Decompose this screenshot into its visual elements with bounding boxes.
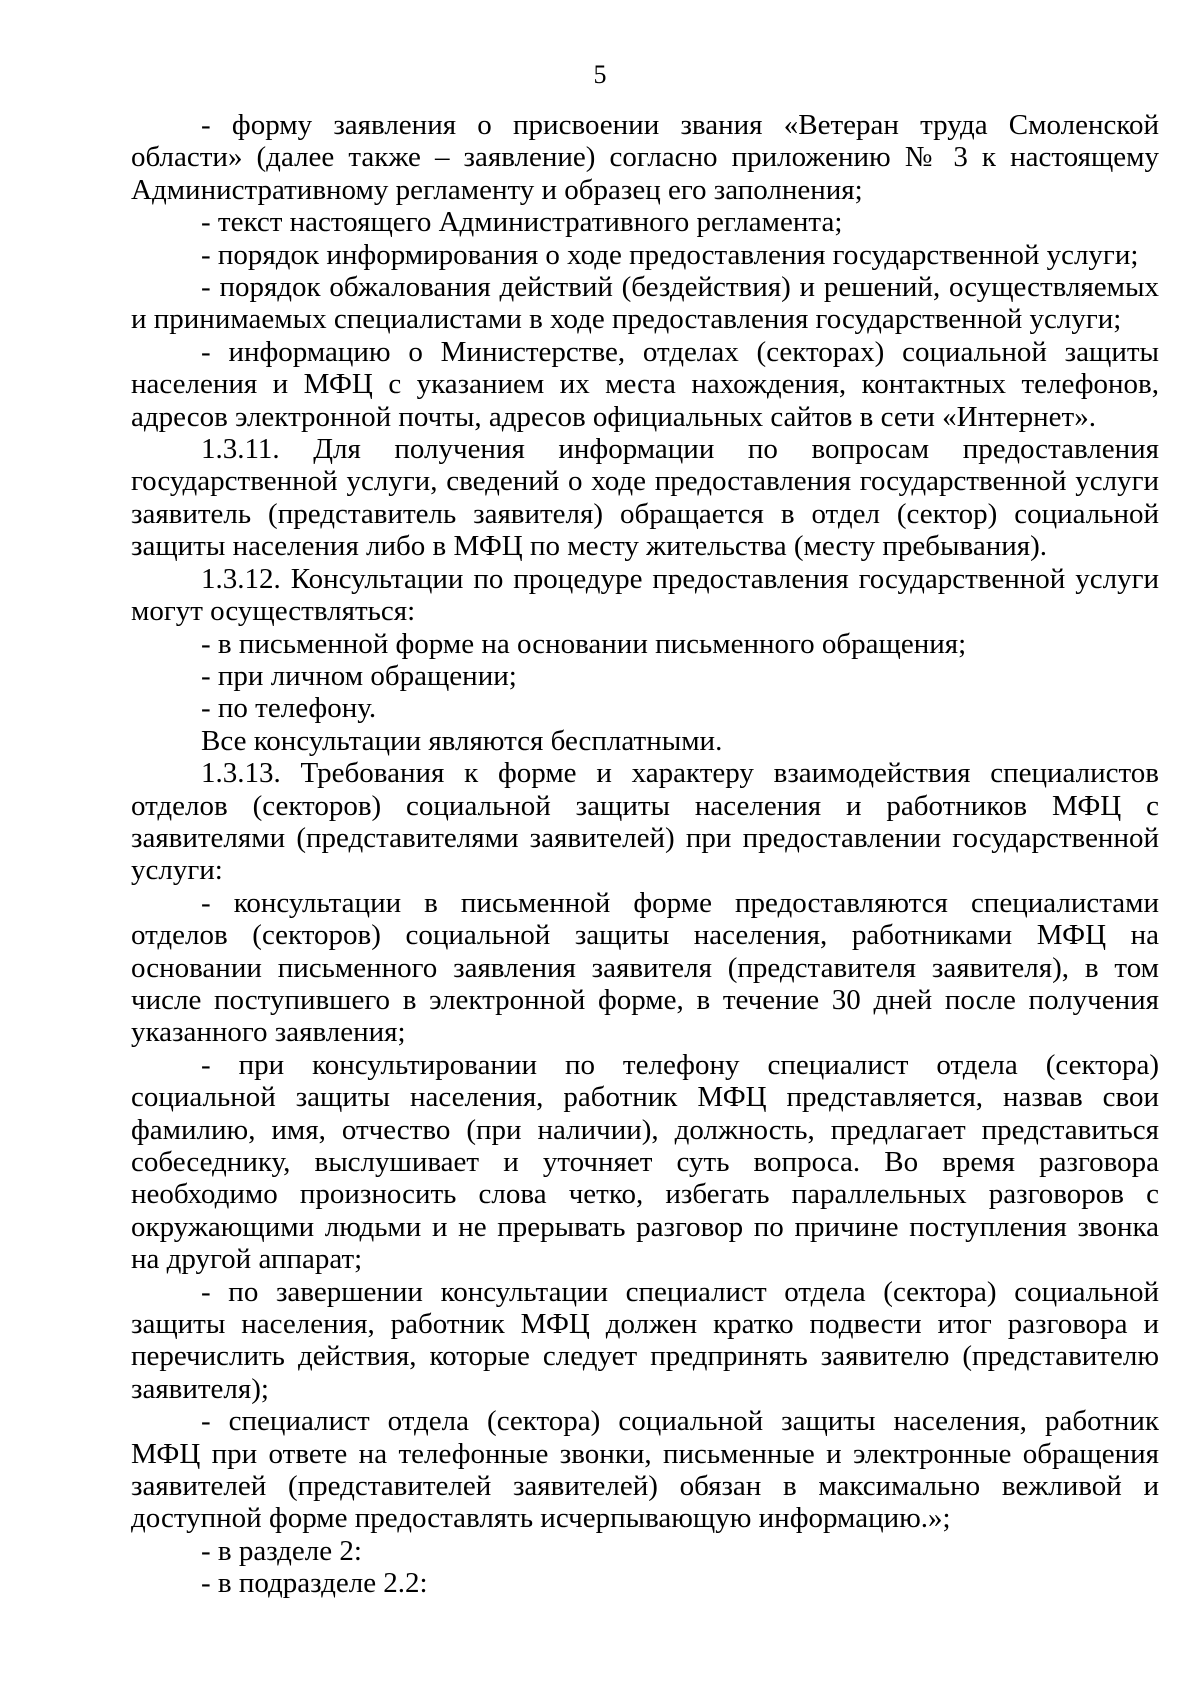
paragraph: - в подразделе 2.2: bbox=[201, 1567, 428, 1600]
paragraph: 1.3.11. Для получения информации по вопросам предоставления государственной услуги, сведений о ходе предоставления государственной услуги заявитель (представитель заявителя) обращается в отдел (сектор) социальной защиты населения либо в МФЦ по месту жительства (месту пребывания). bbox=[131, 433, 1159, 563]
paragraph: - порядок обжалования действий (бездействия) и решений, осуществляемых и принимаемых специалистами в ходе предоставления государственной услуги; bbox=[131, 271, 1159, 336]
paragraph: - по телефону. bbox=[201, 692, 377, 725]
paragraph: Все консультации являются бесплатными. bbox=[201, 724, 723, 757]
paragraph: - информацию о Министерстве, отделах (секторах) социальной защиты населения и МФЦ с указанием их места нахождения, контактных телефонов, адресов электронной почты, адресов официальных сайтов в сети «Интернет». bbox=[131, 335, 1159, 433]
paragraph: - консультации в письменной форме предоставляются специалистами отделов (секторов) социальной защиты населения, работниками МФЦ на основании письменного заявления заявителя (представителя заявителя), в том числе поступившего в электронной форме, в течение 30 дней после получения указанного заявления; bbox=[131, 886, 1159, 1049]
document-body bbox=[131, 109, 1159, 1600]
paragraph: 1.3.13. Требования к форме и характеру взаимодействия специалистов отделов (секторов) социальной защиты населения и работников МФЦ с заявителями (представителями заявителей) при предоставлении государственной услуги: bbox=[131, 757, 1159, 887]
paragraph: - по завершении консультации специалист отдела (сектора) социальной защиты населения, работник МФЦ должен кратко подвести итог разговора и перечислить действия, которые следует предпринять заявителю (представителю заявителя); bbox=[131, 1275, 1159, 1405]
paragraph: - при личном обращении; bbox=[201, 659, 517, 692]
paragraph: - текст настоящего Административного регламента; bbox=[201, 206, 843, 239]
page-number: 5 bbox=[593, 60, 607, 89]
paragraph: - форму заявления о присвоении звания «Ветеран труда Смоленской области» (далее также – заявление) согласно приложению № 3 к настоящему Административному регламенту и образец его заполнения; bbox=[131, 109, 1159, 206]
paragraph: - в разделе 2: bbox=[201, 1534, 362, 1567]
paragraph: 1.3.12. Консультации по процедуре предоставления государственной услуги могут осуществляться: bbox=[131, 562, 1159, 628]
paragraph: - в письменной форме на основании письменного обращения; bbox=[201, 627, 967, 660]
paragraph: - специалист отдела (сектора) социальной защиты населения, работник МФЦ при ответе на телефонные звонки, письменные и электронные обращения заявителей (представителей заявителей) обязан в максимально вежливой и доступной форме предоставлять исчерпывающую информацию.»; bbox=[131, 1405, 1159, 1535]
paragraph: - порядок информирования о ходе предоставления государственной услуги; bbox=[201, 238, 1139, 271]
paragraph: - при консультировании по телефону специалист отдела (сектора) социальной защиты населения, работник МФЦ представляется, назвав свои фамилию, имя, отчество (при наличии), должность, предлагает представиться собеседнику, выслушивает и уточняет суть вопроса. Во время разговора необходимо произносить слова четко, избегать параллельных разговоров с окружающими людьми и не прерывать разговор по причине поступления звонка на другой аппарат; bbox=[131, 1048, 1159, 1276]
